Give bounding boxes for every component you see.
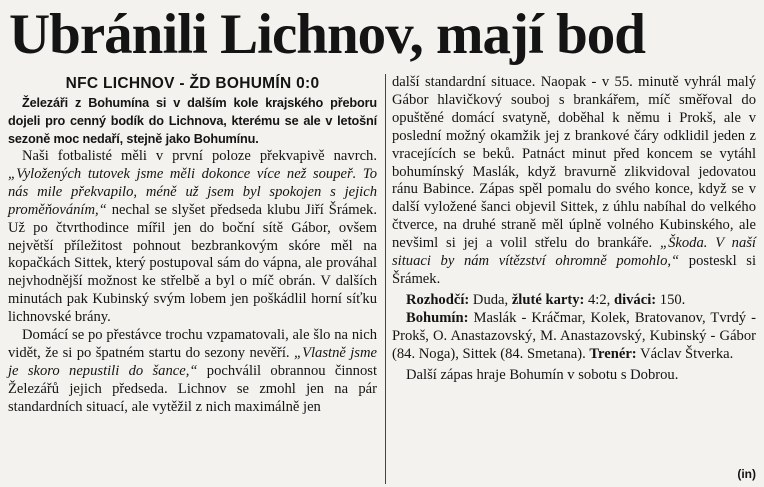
left-paragraph-2 — [8, 327, 377, 417]
author-byline: (in) — [737, 467, 756, 481]
perex: Železáři z Bohumína si v dalším kole krajského přeboru dojeli pro cenný bodík do Lichnova, kterému se ale v letošní sezoně moc nedaří, stejně jako Bohumínu. — [8, 96, 377, 146]
headline: Ubránili Lichnov, mají bod — [9, 3, 645, 66]
coach-value: Václav Štverka. — [636, 345, 734, 362]
coach-label: Trenér: — [589, 345, 637, 362]
players: Maslák - Kráčmar, Kolek, Bratovanov, Tvrdý - Prokš, O. Anastazovský, M. Anastazovský, Kubinský - Gábor (84. Noga), Sittek (84. Smetana). — [392, 309, 756, 362]
column-divider — [385, 74, 386, 484]
lineup — [392, 310, 756, 364]
right-paragraph-1 — [392, 74, 756, 289]
attendance-label: diváci: — [613, 291, 657, 308]
right-p1-quote: „Škoda. V naší situaci by nám vítězství ohromně pomohlo,“ — [392, 235, 756, 270]
attendance-value: 150. — [656, 291, 686, 308]
right-column — [392, 74, 756, 384]
cards-value: 4:2, — [584, 291, 614, 308]
right-p1-text-a: další standardní situace. Naopak - v 55. minutě vyhrál malý Gábor hlavičkový souboj s brankářem, míč směřoval do opuštěné domácí svatyně, doběhal k němu i Prokš, ale v poslední možný okamžik jej z brankové čáry odklidil jeden z vracejících se beků. Patnáct minut před koncem se vytáhl bohumínský Maslák, když bravurně zlikvidoval jedovatou ránu Babince. Zápas spěl pomalu do svého konce, když se v další vyložené šanci objevil Sittek, z úhlu nabíhal do velkého čtverce, na druhé straně měl úplně volného Kubinského, ale nevšiml si jej a volil střelu do brankáře. — [392, 74, 756, 252]
left-paragraph-1 — [8, 148, 377, 327]
closing-paragraph: Další zápas hraje Bohumín v sobotu s Dobrou. — [406, 366, 679, 383]
referee-value: Duda, — [469, 291, 512, 308]
left-p2-quote: „Vlastně jsme je skoro nepustili do šance,“ — [8, 344, 378, 379]
referee-label: Rozhodčí: — [406, 291, 470, 308]
match-facts — [392, 292, 756, 310]
cards-label: žluté karty: — [511, 291, 585, 308]
left-p1-text-b: nechal se slyšet předseda klubu Jiří Šrámek. Už po čtvrthodince mířil jen do boční sítě Gábor, ovšem největší příležitost pohnout bezbrankovým skóre měl na kopačkách Sittek, který postupoval sám do vápna, ale prováhal nejvhodnější možnost ke střelbě a byl o míč obrán. V dalších minutách pak Kubinský svým lobem jen poškádlil horní síťku lichnovské brány. — [8, 201, 377, 326]
left-p1-text-a: Naši fotbalisté měli v první poloze překvapivě navrch. — [22, 148, 377, 164]
left-p1-quote: „Vyložených tutovek jsme měli dokonce více než soupeř. To nás mile překvapilo, méně už jsem byl spokojen s jejich proměňováním,“ — [8, 165, 377, 218]
team-label: Bohumín: — [406, 309, 469, 326]
left-p2-text-a: Domácí se po přestávce trochu vzpamatovali, ale šlo na nich vidět, že si po špatném startu do sezony nevěří. — [8, 327, 377, 361]
right-p1-text-b: posteskl si Šrámek. — [392, 253, 756, 287]
left-column — [8, 74, 377, 417]
match-title: NFC LICHNOV - ŽD BOHUMÍN 0:0 — [65, 75, 320, 92]
left-p2-text-b: pochválil obrannou činnost Železářů jejich předseda. Lichnov se zmohl jen na pár standardních situací, ale vytěžil z nich maximálně jen — [8, 362, 377, 415]
